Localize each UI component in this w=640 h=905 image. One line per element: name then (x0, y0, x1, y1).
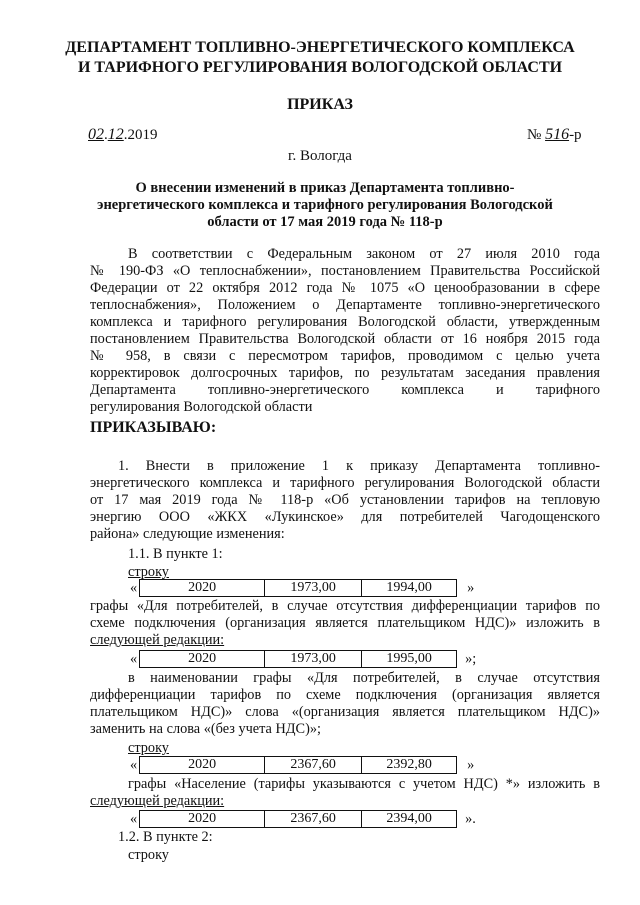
preamble-line: постановлением Правительства Вологодской области от 16 ноября 2015 года (90, 331, 600, 347)
value-cell-1: 2367,60 (265, 756, 362, 774)
department-name-line-1: ДЕПАРТАМЕНТ ТОПЛИВНО-ЭНЕРГЕТИЧЕСКОГО КОМПЛЕКСА (65, 39, 575, 56)
tariff-row-d (130, 810, 476, 828)
text-b-line: дифференциации тарифов по схеме подключения (организация является (90, 687, 600, 703)
year-cell: 2020 (139, 810, 265, 828)
close-quote: » (467, 580, 475, 596)
item1-line: 1. Внести в приложение 1 к приказу Департамента топливно- (118, 458, 600, 474)
text-c-line: графы «Население (тарифы указываются с учетом НДС) *» изложить в (128, 776, 600, 792)
preamble-line: В соответствии с Федеральным законом от 27 июля 2010 года (128, 246, 600, 262)
tariff-row-a (130, 579, 474, 597)
subject-line-2: энергетического комплекса и тарифного регулирования Вологодской (97, 197, 553, 213)
word-row: строку (128, 564, 169, 580)
item1-line: района» следующие изменения: (90, 526, 285, 542)
preamble-line: Департамента топливно-энергетического комплекса и тарифного (90, 382, 600, 398)
number-handwritten: 516 (545, 126, 570, 143)
value-cell-2: 2394,00 (362, 810, 457, 828)
value-cell-1: 1973,00 (265, 650, 362, 668)
preamble-line: комплекса и тарифного регулирования Вологодской области, утвержденным (90, 314, 600, 330)
preamble-line: № 958, в связи с пересмотром тарифов, проводимом с целью учета (90, 348, 600, 364)
value-cell-1: 1973,00 (265, 579, 362, 597)
open-quote: « (130, 811, 138, 827)
tariff-table-b (139, 650, 457, 668)
value-cell-2: 1995,00 (362, 650, 457, 668)
number-suffix: -р (569, 127, 582, 143)
open-quote: « (130, 757, 138, 773)
preamble-line: регулирования Вологодской области (90, 399, 313, 415)
preamble-line: теплоснабжения», Положением о Департаменте топливно-энергетического (90, 297, 600, 313)
tariff-table-d (139, 810, 457, 828)
word-row: строку (128, 740, 169, 756)
department-name-line-2: И ТАРИФНОГО РЕГУЛИРОВАНИЯ ВОЛОГОДСКОЙ ОБЛАСТИ (77, 59, 563, 76)
close-quote-dot: ». (465, 811, 476, 827)
date-month-handwritten: 12 (107, 126, 124, 143)
tariff-row-c (130, 756, 474, 774)
date-year: .2019 (123, 127, 158, 143)
preamble-line: Федерации от 22 октября 2012 года № 1075 «О ценообразовании в сфере (90, 280, 600, 296)
tariff-table-a (139, 579, 457, 597)
decree-heading: ПРИКАЗЫВАЮ: (90, 419, 217, 436)
number-prefix: № (527, 127, 542, 143)
text-b-line: заменить на слова «(без учета НДС)»; (90, 721, 321, 737)
word-row-2: строку (128, 847, 169, 863)
subject-line-3: области от 17 мая 2019 года № 118-р (207, 214, 443, 230)
document-date: 02.12.2019 (88, 126, 158, 143)
subitem-1-1: 1.1. В пункте 1: (128, 546, 223, 562)
close-quote: » (467, 757, 475, 773)
text-a-line: следующей редакции: (90, 632, 225, 648)
tariff-row-b (130, 650, 476, 668)
text-c-line: следующей редакции: (90, 793, 225, 809)
preamble-line: корректировок долгосрочных тарифов, по результатам заседания правления (90, 365, 600, 381)
close-quote-semicolon: »; (465, 651, 477, 667)
value-cell-2: 1994,00 (362, 579, 457, 597)
year-cell: 2020 (139, 579, 265, 597)
open-quote: « (130, 580, 138, 596)
text-a-line: графы «Для потребителей, в случае отсутствия дифференциации тарифов по (90, 598, 600, 614)
text-a-line: схеме подключения (организация является плательщиком НДС)» изложить в (90, 615, 600, 631)
item1-line: энергетического комплекса и тарифного регулирования Вологодской области (90, 475, 600, 491)
value-cell-2: 2392,80 (362, 756, 457, 774)
document-type: ПРИКАЗ (287, 96, 353, 113)
document-number (527, 126, 582, 144)
text-b-line: плательщиком НДС)» слова «(организация является плательщиком НДС)» (90, 704, 600, 720)
city: г. Вологда (288, 148, 352, 164)
date-day-handwritten: 02 (88, 126, 104, 143)
item1-line: от 17 мая 2019 года № 118-р «Об установлении тарифов на тепловую (90, 492, 600, 508)
value-cell-1: 2367,60 (265, 810, 362, 828)
tariff-table-c (139, 756, 457, 774)
text-b-line: в наименовании графы «Для потребителей, в случае отсутствия (128, 670, 600, 686)
preamble-line: № 190-ФЗ «О теплоснабжении», постановлением Правительства Российской (90, 263, 600, 279)
subject-line-1: О внесении изменений в приказ Департамента топливно- (135, 180, 515, 196)
subitem-1-2: 1.2. В пункте 2: (118, 829, 213, 845)
year-cell: 2020 (139, 650, 265, 668)
year-cell: 2020 (139, 756, 265, 774)
open-quote: « (130, 651, 138, 667)
item1-line: энергию ООО «ЖКХ «Лукинское» для потребителей Чагодощенского (90, 509, 600, 525)
